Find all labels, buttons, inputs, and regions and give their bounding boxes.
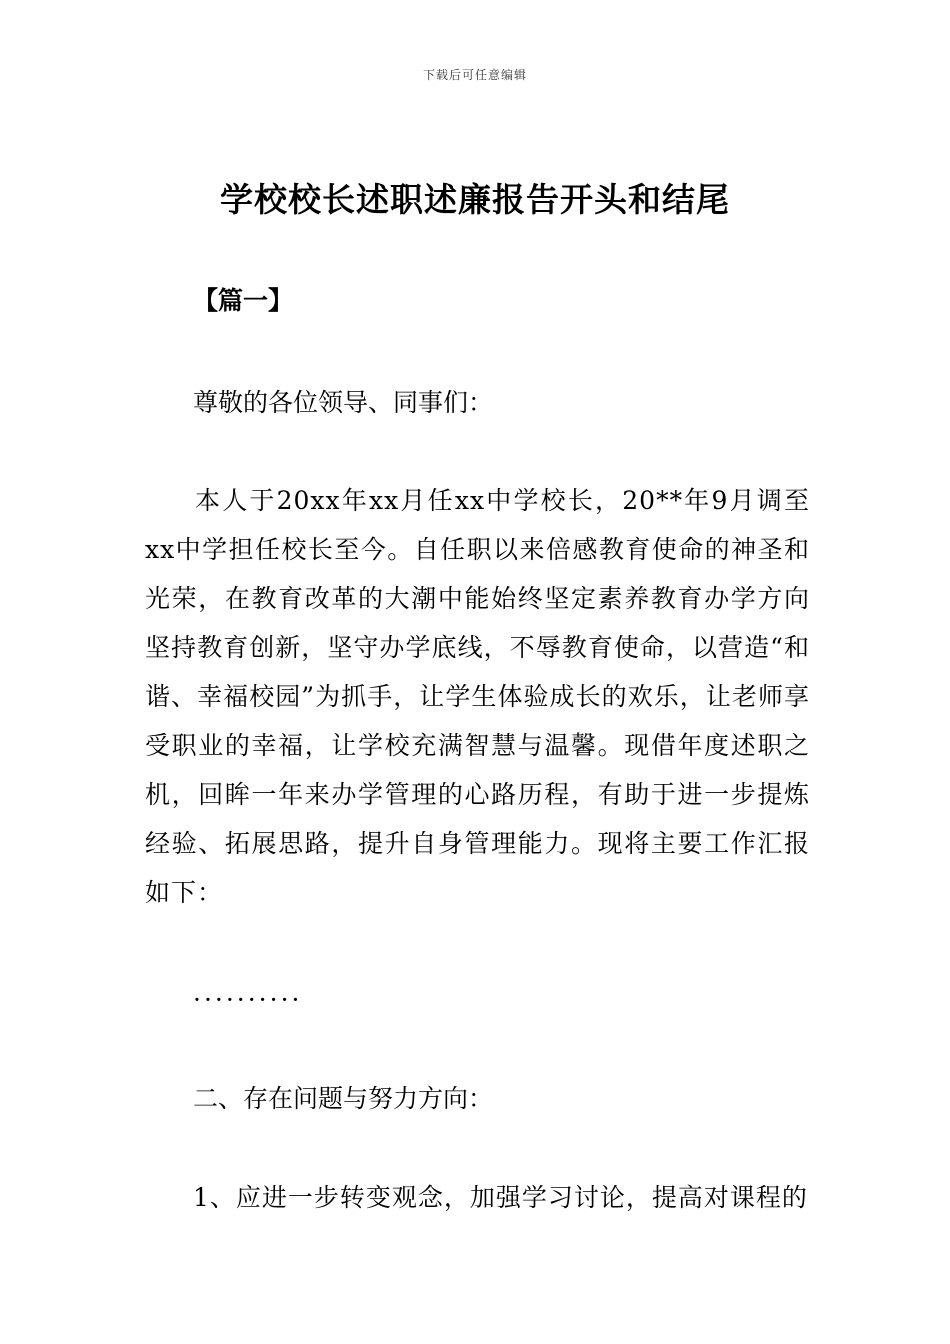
salutation: 尊敬的各位领导、同事们： bbox=[193, 388, 494, 417]
section-label: 【篇一】 bbox=[193, 286, 294, 315]
body-paragraph: 本人于20xx年xx月任xx中学校长，20**年9月调至xx中学担任校长至今。自任职以来倍感教育使命的神圣和光荣，在教育改革的大潮中能始终坚定素养教育办学方向坚持教育创新，坚守办学底线，不辱教育使命，以营造“和谐、幸福校园”为抓手，让学生体验成长的欢乐，让老师享受职业的幸福，让学校充满智慧与温馨。现借年度述职之机，回眸一年来办学管理的心路历程，有助于进一步提炼经验、拓展思路，提升自身管理能力。现将主要工作汇报如下： bbox=[145, 486, 810, 907]
document-title: 学校校长述职述廉报告开头和结尾 bbox=[220, 180, 730, 219]
ellipsis-separator: ·········· bbox=[193, 985, 303, 1014]
section-two-heading: 二、存在问题与努力方向： bbox=[193, 1084, 494, 1113]
list-item: 1、应进一步转变观念，加强学习讨论，提高对课程的 bbox=[193, 1183, 808, 1212]
header-note: 下载后可任意编辑 bbox=[422, 68, 527, 82]
